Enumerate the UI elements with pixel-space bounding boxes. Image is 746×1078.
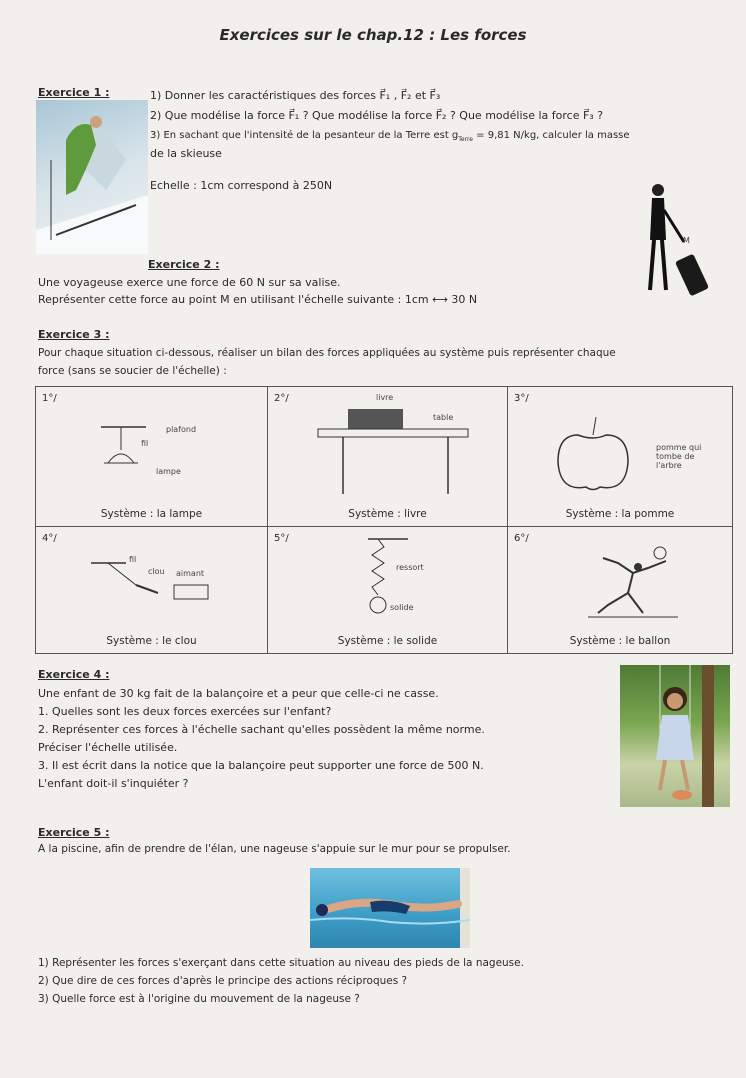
label-tombe-de: tombe de — [656, 452, 695, 461]
ex3-line-2: force (sans se soucier de l'échelle) : — [38, 365, 227, 377]
skier-image — [36, 100, 148, 254]
ex3-cell-3-system: Système : la pomme — [565, 508, 675, 520]
label-ressort: ressort — [396, 563, 424, 572]
volleyball-illustration — [588, 543, 688, 623]
label-fil-4: fil — [129, 555, 137, 564]
skier-illustration — [36, 100, 148, 254]
page-title: Exercices sur le chap.12 : Les forces — [219, 26, 527, 44]
ex4-line-2: 1. Quelles sont les deux forces exercées sur l'enfant? — [38, 705, 332, 718]
ex3-cell-6-number: 6°/ — [514, 533, 529, 544]
ex3-cell-4-number: 4°/ — [42, 533, 57, 544]
ex1-scale: Echelle : 1cm correspond à 250N — [150, 179, 333, 192]
label-fil: fil — [141, 439, 149, 448]
ex5-line-2: 2) Que dire de ces forces d'après le principe des actions réciproques ? — [38, 975, 408, 987]
ex3-cell-ball — [508, 527, 732, 653]
ex4-line-1: Une enfant de 30 kg fait de la balançoire et a peur que celle-ci ne casse. — [38, 687, 439, 700]
apple-illustration — [548, 407, 638, 497]
label-lampe: lampe — [156, 467, 181, 476]
nail-magnet-illustration — [86, 549, 226, 609]
swing-girl-illustration — [620, 665, 730, 807]
ex3-cell-6-system: Système : le ballon — [569, 635, 671, 647]
label-livre: livre — [376, 393, 394, 402]
ex3-cell-book — [268, 387, 508, 527]
ex3-cell-lamp — [36, 387, 268, 527]
ex5-line-1: 1) Représenter les forces s'exerçant dans cette situation au niveau des pieds de la nageuse. — [38, 957, 524, 969]
swimmer-image — [310, 868, 470, 948]
label-aimant: aimant — [176, 569, 205, 578]
swing-girl-image — [620, 665, 730, 807]
ex3-line-1: Pour chaque situation ci-dessous, réaliser un bilan des forces appliquées au système puis représenter chaque — [38, 347, 616, 359]
traveler-image — [640, 180, 720, 300]
ex2-line-2: Représenter cette force au point M en utilisant l'échelle suivante : 1cm ⟷ 30 N — [38, 293, 478, 306]
ex4-line-6: L'enfant doit-il s'inquiéter ? — [38, 777, 189, 790]
ex5-line-3: 3) Quelle force est à l'origine du mouvement de la nageuse ? — [38, 993, 360, 1005]
ex3-cell-3-number: 3°/ — [514, 393, 529, 404]
ex3-cell-4-system: Système : le clou — [106, 635, 197, 647]
ex4-line-4: Préciser l'échelle utilisée. — [38, 741, 178, 754]
ex3-cell-1-system: Système : la lampe — [100, 508, 203, 520]
label-arbre: l'arbre — [656, 461, 682, 470]
ex3-cell-2-number: 2°/ — [274, 393, 289, 404]
ex5-heading: Exercice 5 : — [38, 826, 110, 839]
ex4-line-5: 3. Il est écrit dans la notice que la balançoire peut supporter une force de 500 N. — [38, 759, 484, 772]
ex1-heading: Exercice 1 : — [38, 86, 110, 99]
ex1-question-2: 2) Que modélise la force F⃗₁ ? Que modélise la force F⃗₂ ? Que modélise la force F⃗₃ ? — [150, 109, 604, 122]
ex3-heading: Exercice 3 : — [38, 328, 110, 341]
label-pomme-qui: pomme qui — [656, 443, 702, 452]
ex1-question-1: 1) Donner les caractéristiques des forces F⃗₁ , F⃗₂ et F⃗₃ — [150, 89, 441, 102]
lamp-illustration — [96, 415, 216, 495]
ex3-cell-5-number: 5°/ — [274, 533, 289, 544]
ex5-intro: A la piscine, afin de prendre de l'élan, une nageuse s'appuie sur le mur pour se propulser. — [38, 843, 511, 855]
ex1-question-3: 3) En sachant que l'intensité de la pesanteur de la Terre est $g_{Terre} = 9,81$ N/kg, calculer la masse — [150, 130, 630, 143]
label-plafond: plafond — [166, 425, 197, 434]
ex3-cell-spring — [268, 527, 508, 653]
ex3-grid — [35, 386, 733, 654]
ex3-cell-apple — [508, 387, 732, 527]
ex3-cell-nail — [36, 527, 268, 653]
traveler-illustration — [640, 180, 720, 300]
point-m-label: M — [683, 236, 690, 245]
label-solide: solide — [390, 603, 414, 612]
ex4-heading: Exercice 4 : — [38, 668, 110, 681]
ex3-cell-1-number: 1°/ — [42, 393, 57, 404]
ex1-question-3-cont: de la skieuse — [150, 147, 222, 160]
ex2-line-1: Une voyageuse exerce une force de 60 N sur sa valise. — [38, 276, 341, 289]
ex3-cell-5-system: Système : le solide — [337, 635, 438, 647]
ex2-heading: Exercice 2 : — [148, 258, 220, 271]
ex3-cell-2-system: Système : livre — [348, 508, 427, 520]
swimmer-illustration — [310, 868, 470, 948]
ex4-line-3: 2. Représenter ces forces à l'échelle sachant qu'elles possèdent la même norme. — [38, 723, 485, 736]
label-table: table — [433, 413, 454, 422]
label-clou: clou — [148, 567, 165, 576]
